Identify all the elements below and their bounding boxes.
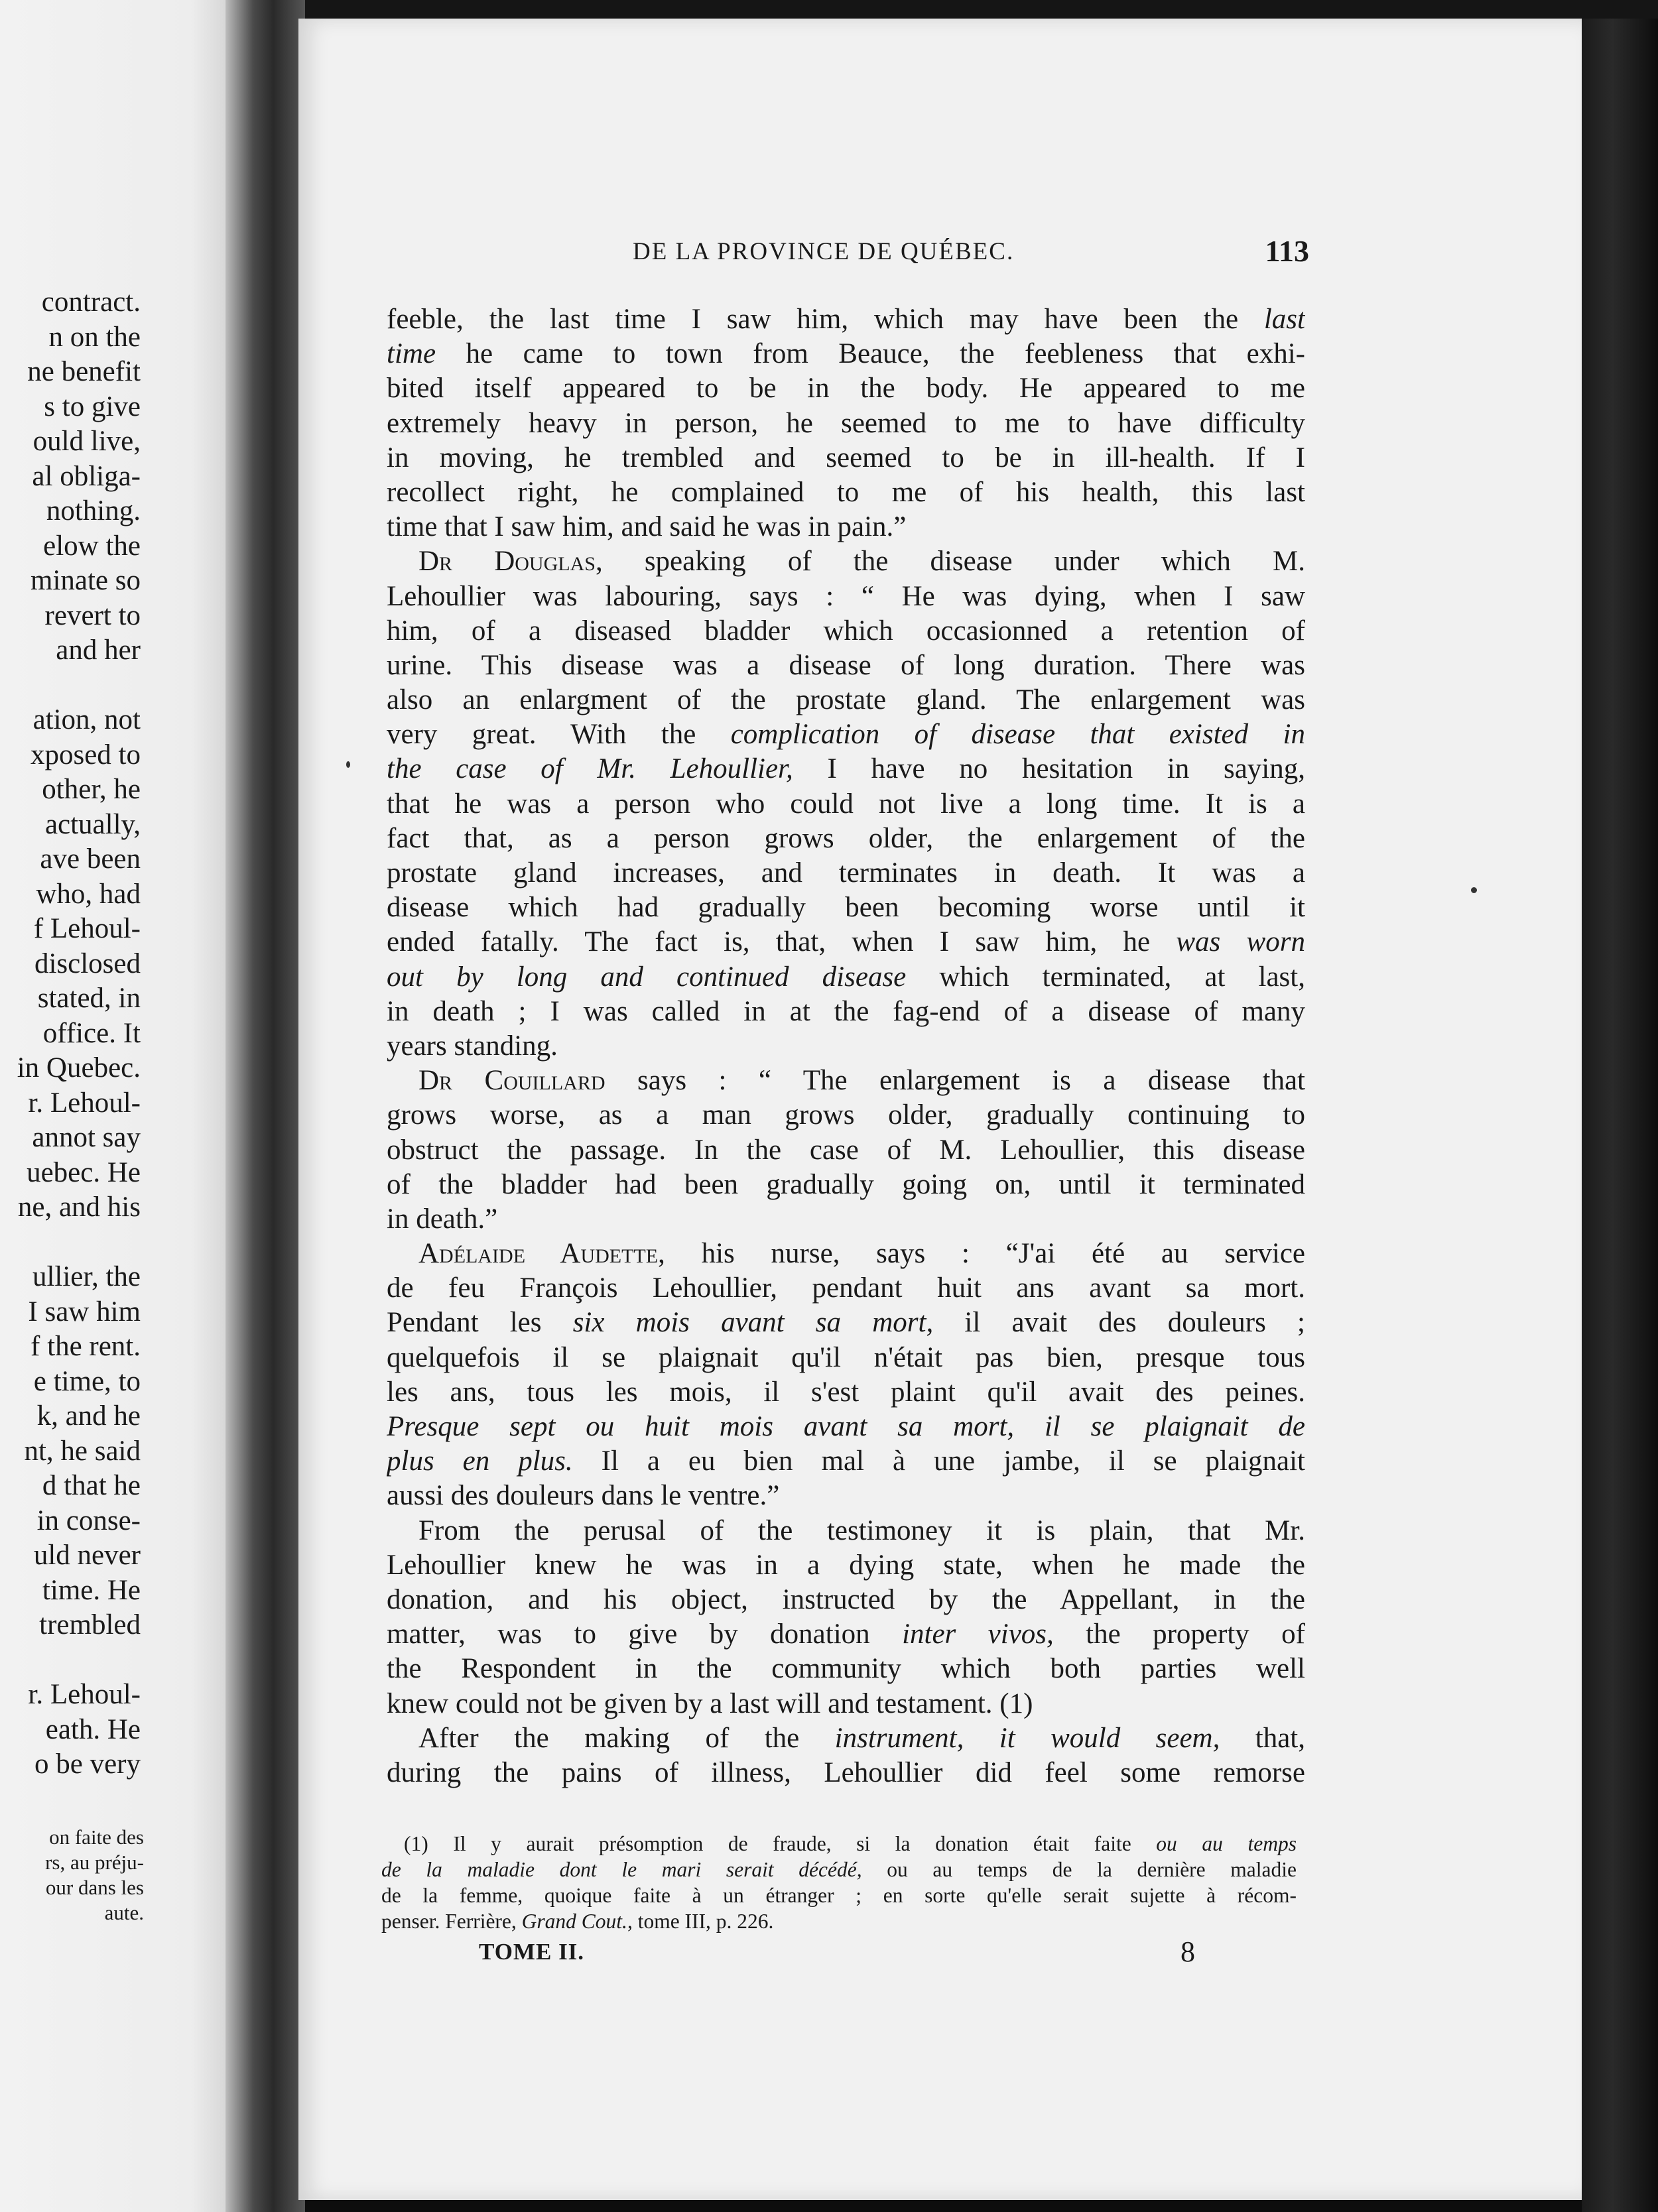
text-line: Lehoullier knew he was in a dying state, when he made the [387, 1549, 1305, 1581]
previous-page-line: r. Lehoul- [28, 1679, 141, 1710]
previous-page-line: uld never [33, 1540, 141, 1571]
previous-page-line: f Lehoul- [33, 913, 141, 944]
previous-page-line: minate so [31, 565, 141, 596]
text-line: Dr Douglas, speaking of the disease under which M. [418, 546, 1305, 578]
text-line: From the perusal of the testimoney it is plain, that Mr. [418, 1514, 1305, 1546]
page-number: 113 [1265, 234, 1309, 268]
previous-page-line: in Quebec. [17, 1052, 141, 1083]
text-line: matter, was to give by donation inter vivos, the property of [387, 1619, 1305, 1650]
text-line: aussi des douleurs dans le ventre.” [387, 1480, 780, 1512]
text-line: in death ; I was called in at the fag-end of a disease of many [387, 995, 1305, 1027]
previous-page-line: ould live, [32, 426, 141, 457]
previous-page-line: stated, in [37, 983, 141, 1014]
text-line: fact that, as a person grows older, the enlargement of the [387, 822, 1305, 854]
previous-page-line: o be very [34, 1749, 141, 1780]
text-line: plus en plus. Il a eu bien mal à une jambe, il se plaignait [387, 1445, 1305, 1477]
previous-page-line: ullier, the [32, 1261, 141, 1292]
book-gutter [225, 0, 305, 2212]
text-line: recollect right, he complained to me of his health, this last [387, 476, 1305, 508]
text-line: Lehoullier was labouring, says : “ He was dying, when I saw [387, 580, 1305, 612]
footnote-line: penser. Ferrière, Grand Cout., tome III, p. 226. [381, 1910, 774, 1933]
page-edge [1582, 19, 1658, 2212]
previous-page-line: uebec. He [27, 1156, 141, 1188]
previous-page-line: annot say [32, 1122, 141, 1153]
previous-page-note-line: on faite des [49, 1825, 144, 1849]
previous-page-line: office. It [42, 1017, 141, 1049]
previous-page-line: k, and he [36, 1400, 141, 1432]
text-line: of the bladder had been gradually going on, until it terminated [387, 1168, 1305, 1200]
text-line: prostate gland increases, and terminates in death. It was a [387, 857, 1305, 889]
previous-page-line: revert to [44, 599, 141, 631]
previous-page-line: other, he [42, 774, 141, 805]
previous-page-line: disclosed [34, 948, 141, 979]
text-line: in death.” [387, 1203, 498, 1235]
previous-page-line: ne, and his [17, 1192, 141, 1223]
previous-page-line: elow the [43, 530, 141, 562]
text-line: grows worse, as a man grows older, gradually continuing to [387, 1099, 1305, 1131]
running-title: DE LA PROVINCE DE QUÉBEC. [633, 238, 1015, 265]
text-line: time he came to town from Beauce, the feebleness that exhi- [387, 338, 1305, 370]
volume-label: TOME II. [479, 1939, 585, 1965]
previous-page-note-line: rs, au préju- [45, 1851, 144, 1874]
text-line: the Respondent in the community which both parties well [387, 1653, 1305, 1685]
previous-page-line: and her [56, 635, 141, 666]
previous-page-line: nt, he said [24, 1435, 141, 1467]
previous-page-line: I saw him [28, 1296, 141, 1327]
text-line: ended fatally. The fact is, that, when I saw him, he was worn [387, 926, 1305, 958]
text-line: feeble, the last time I saw him, which may have been the last [387, 304, 1305, 335]
text-line: After the making of the instrument, it would seem, that, [418, 1722, 1305, 1754]
previous-page-footnote [0, 1825, 144, 1926]
previous-page-line: eath. He [45, 1713, 141, 1745]
paragraph-dr-douglas [387, 544, 1305, 1064]
previous-page-line: xposed to [30, 739, 141, 770]
previous-page-line: s to give [44, 391, 141, 422]
text-line: quelquefois il se plaignait qu'il n'était pas bien, presque tous [387, 1341, 1305, 1373]
previous-page-note-line: our dans les [45, 1876, 144, 1899]
text-line: Presque sept ou huit mois avant sa mort, il se plaignait de [387, 1411, 1305, 1442]
ink-speck [1471, 887, 1477, 893]
text-line: very great. With the complication of disease that existed in [387, 719, 1305, 751]
paragraph-dr-couillard [387, 1064, 1305, 1237]
previous-page-line: ave been [40, 843, 141, 875]
text-line: les ans, tous les mois, il s'est plaint qu'il avait des peines. [387, 1376, 1305, 1408]
paragraph-testimony-end [387, 302, 1305, 544]
previous-page-line: nothing. [46, 495, 141, 526]
text-line: knew could not be given by a last will and testament. (1) [387, 1688, 1033, 1719]
previous-page-line: d that he [42, 1470, 141, 1501]
text-line: extremely heavy in person, he seemed to me to have difficulty [387, 407, 1305, 439]
signature-mark: 8 [1180, 1936, 1195, 1968]
text-line: that he was a person who could not live a long time. It is a [387, 788, 1305, 820]
previous-page-line [0, 668, 141, 704]
paragraph-after-making [387, 1721, 1305, 1790]
text-line: bited itself appeared to be in the body. He appeared to me [387, 373, 1305, 404]
previous-page-line: actually, [44, 808, 141, 840]
previous-page-line: in conse- [36, 1505, 141, 1536]
previous-page-text [0, 285, 141, 1782]
previous-page-line: contract. [41, 286, 141, 318]
paragraph-perusal [387, 1514, 1305, 1721]
text-line: out by long and continued disease which terminated, at last, [387, 961, 1305, 993]
footnote-line: de la femme, quoique faite à un étranger ; en sorte qu'elle serait sujette à récom- [381, 1884, 1297, 1907]
footnote [381, 1831, 1297, 1934]
previous-page-line: al obliga- [32, 460, 141, 492]
text-line: the case of Mr. Lehoullier, I have no hesitation in saying, [387, 753, 1305, 785]
previous-page-line: r. Lehoul- [28, 1087, 141, 1119]
text-line: in moving, he trembled and seemed to be in ill-health. If I [387, 442, 1305, 473]
previous-page-line: trembled [39, 1609, 141, 1640]
page-header [633, 234, 1309, 272]
page-body [387, 302, 1305, 1790]
text-line: Dr Couillard says : “ The enlargement is a disease that [418, 1065, 1305, 1097]
text-line: obstruct the passage. In the case of M. Lehoullier, this disease [387, 1134, 1305, 1166]
text-line: also an enlargment of the prostate gland. The enlargement was [387, 684, 1305, 716]
text-line: time that I saw him, and said he was in pain.” [387, 511, 907, 543]
text-line: donation, and his object, instructed by the Appellant, in the [387, 1583, 1305, 1615]
text-line: years standing. [387, 1030, 558, 1062]
ink-speck [346, 761, 350, 768]
text-line: Adélaide Audette, his nurse, says : “J'ai été au service [418, 1238, 1305, 1270]
text-line: him, of a diseased bladder which occasionned a retention of [387, 615, 1305, 646]
footnote-line: de la maladie dont le mari serait décédé, ou au temps de la dernière maladie [381, 1858, 1297, 1881]
text-line: Pendant les six mois avant sa mort, il avait des douleurs ; [387, 1307, 1305, 1339]
text-line: during the pains of illness, Lehoullier did feel some remorse [387, 1756, 1305, 1788]
previous-page-line: who, had [36, 878, 141, 910]
previous-page-line [0, 1643, 141, 1678]
text-line: disease which had gradually been becoming worse until it [387, 892, 1305, 924]
text-line: urine. This disease was a disease of long duration. There was [387, 649, 1305, 681]
previous-page-line: e time, to [33, 1365, 141, 1397]
previous-page-line: n on the [48, 321, 141, 353]
previous-page-note-line: aute. [104, 1901, 144, 1924]
previous-page-line [0, 1225, 141, 1260]
text-line: de feu François Lehoullier, pendant huit ans avant sa mort. [387, 1272, 1305, 1304]
previous-page-line: ne benefit [27, 356, 141, 387]
paragraph-adelaide-audette [387, 1237, 1305, 1514]
previous-page-line: time. He [42, 1574, 141, 1606]
previous-page-line: ation, not [32, 704, 141, 735]
previous-page-line: f the rent. [31, 1331, 141, 1362]
footnote-line: (1) Il y aurait présomption de fraude, si la donation était faite ou au temps [404, 1832, 1297, 1855]
